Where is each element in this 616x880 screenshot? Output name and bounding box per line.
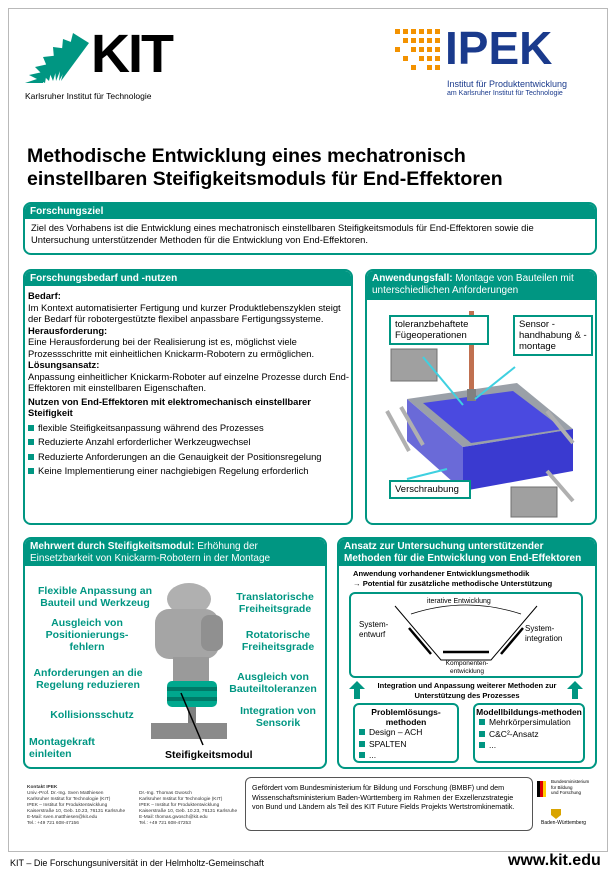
anwendung-header <box>367 271 595 300</box>
nutzen-list <box>28 422 350 477</box>
ansatz-sub2: → Potential für zusätzliche methodische Unterstützung <box>353 579 553 588</box>
callout-verschraubung: Verschraubung <box>389 480 471 499</box>
ipek-logo-line1: Institut für Produktentwicklung <box>447 79 568 89</box>
modellbildung-box <box>473 703 585 763</box>
list-item: ... <box>479 740 583 752</box>
eagle-icon <box>537 781 549 797</box>
poster-title-line1: Methodische Entwicklung eines mechatronisch <box>27 145 466 167</box>
heraus-text: Eine Herausforderung bei der Realisierung ist es, möglichst viele Prozessschritte mit einheitlichen Knickarm-Robotern zu ermöglichen. <box>28 336 315 359</box>
bedarf-header: Forschungsbedarf und -nutzen <box>25 271 351 286</box>
bw-text: Baden-Württemberg <box>541 820 587 826</box>
poster-title <box>27 145 597 191</box>
mehrwert-header-bold: Mehrwert durch Steifigkeitsmodul: <box>30 541 195 552</box>
bullet-square-icon <box>28 468 34 474</box>
v-model-right: System-integration <box>525 624 563 643</box>
mehrwert-header-rest: Erhöhung der Einsetzbarkeit von Knickarm-Robotern in der Montage <box>30 541 271 564</box>
list-item: Reduzierte Anzahl erforderlicher Werkzeugwechsel <box>28 436 350 448</box>
arrow-up-left-icon <box>349 681 365 701</box>
list-item: Mehrkörpersimulation <box>479 717 583 729</box>
poster-title-line2: einstellbaren Steifigkeitsmoduls für End-Effektoren <box>27 168 503 190</box>
v-model-top: iterative Entwicklung <box>427 598 491 605</box>
kit-logo-subtitle: Karlsruher Institut für Technologie <box>25 91 152 101</box>
ipek-logo-line2: am Karlsruher Institut für Technologie <box>447 90 563 97</box>
list-item: ... <box>359 750 457 762</box>
footer-right[interactable]: www.kit.edu <box>508 852 601 869</box>
list-item: Keine Implementierung einer nachgiebigen Regelung erforderlich <box>28 465 350 477</box>
mehrwert-header <box>25 539 325 566</box>
ansatz-box <box>337 537 597 769</box>
label-kollisionsschutz: Kollisionsschutz <box>50 709 134 721</box>
bullet-square-icon <box>479 731 485 737</box>
list-item: C&C²-Ansatz <box>479 729 583 741</box>
ipek-dots-graphic <box>395 27 443 75</box>
bullet-square-icon <box>28 454 34 460</box>
kit-logo <box>23 23 193 103</box>
v-model-diagram <box>349 592 583 678</box>
bedarf-box <box>23 269 353 525</box>
modellbildung-list <box>475 717 583 752</box>
bedarf-text: Im Kontext automatisierter Fertigung und kurzer Produktlebenszyklen steigt der Bedarf für robotergestützte flexibel anpassbare Fertigungssysteme. <box>28 301 341 324</box>
v-model-bottom: Komponenten-entwicklung <box>445 660 489 675</box>
bullet-square-icon <box>28 425 34 431</box>
bullet-square-icon <box>359 752 365 758</box>
bedarf-content <box>28 290 350 477</box>
anwendung-header-rest: Montage von Bauteilen mit unterschiedlichen Anforderungen <box>372 273 574 296</box>
bmbf-logo <box>537 779 603 809</box>
nutzen-label: Nutzen von End-Effektoren mit elektromechanisch einstellbarer Steifigkeit <box>28 395 311 418</box>
problemloesung-list <box>355 727 457 762</box>
funding-text: Gefördert vom Bundesministerium für Bildung und Forschung (BMBF) und dem Wissenschaftsministerium Baden-Württemberg im Rahmen der Exzellenzstrategie von Bund und Ländern als Teil des KIT Future Fields Projekts Wertstromkinematik. <box>252 783 515 811</box>
anwendung-box <box>365 269 597 525</box>
module-pointer-arrow <box>175 689 215 749</box>
bullet-square-icon <box>479 742 485 748</box>
list-item: SPALTEN <box>359 739 457 751</box>
label-flexible-anpassung: Flexible Anpassung an Bauteil und Werkzeug <box>38 585 152 609</box>
forschungsziel-box <box>23 202 597 255</box>
heraus-label: Herausforderung: <box>28 324 108 336</box>
bullet-square-icon <box>479 719 485 725</box>
bullet-square-icon <box>359 741 365 747</box>
footer-left: KIT – Die Forschungsuniversität in der Helmholtz-Gemeinschaft <box>10 858 264 868</box>
ansatz-header: Ansatz zur Untersuchung unterstützender Methoden für die Entwicklung von End-Effektoren <box>339 539 595 566</box>
list-item: Reduzierte Anforderungen an die Genauigkeit der Positionsregelung <box>28 451 350 463</box>
loesung-label: Lösungsansatz: <box>28 359 100 370</box>
list-item: flexible Steifigkeitsanpassung während des Prozesses <box>28 422 350 434</box>
contact-ipek: Kontakt IPEK Univ.-Prof. Dr.-Ing. Sven Matthiesen Karlsruher Institut für Technologie (KIT) IPEK – Institut für Produktentwicklung Kaiserstraße 10, Geb. 10.23, 76131 Karlsruhe E-Mail: sven.matthiesen@kit.edu Tel.: +49 721 608-47156 <box>27 785 126 826</box>
label-regelung: Anforderungen an die Regelung reduzieren <box>33 667 143 691</box>
callout-sensorhandhabung: Sensor -handhabung & -montage <box>513 315 593 356</box>
label-bauteiltoleranzen: Ausgleich von Bauteiltoleranzen <box>229 671 317 695</box>
kit-logo-mark <box>23 27 93 85</box>
problemloesung-title: Problemlösungs-methoden <box>371 707 441 727</box>
label-sensorik: Integration von Sensorik <box>240 705 316 729</box>
ipek-logo-text: IPEK <box>445 22 553 74</box>
modellbildung-title: Modellbildungs-methoden <box>476 707 582 717</box>
ansatz-sub1: Anwendung vorhandener Entwicklungsmethodik <box>353 569 530 578</box>
label-ausgleich-position: Ausgleich von Positionierungs-fehlern <box>45 617 129 653</box>
label-montagekraft: Montagekraft einleiten <box>29 736 95 760</box>
bullet-square-icon <box>28 439 34 445</box>
contact-gwosch: Dr.-Ing. Thomas Gwosch Karlsruher Institut für Technologie (KIT) IPEK – Institut für Produktentwicklung Kaiserstraße 10, Geb. 10.23, 76131 Karlsruhe E-Mail: thomas.gwosch@kit.edu Tel.: +49 721 608-47253 <box>139 791 238 826</box>
kit-logo-text: KIT <box>91 24 172 84</box>
bullet-square-icon <box>359 729 365 735</box>
ansatz-integration: Integration und Anpassung weiterer Methoden zur Unterstützung des Prozesses <box>377 681 557 700</box>
bw-logo <box>537 809 603 829</box>
loesung-text: Anpassung einheitlicher Knickarm-Roboter auf einzelne Prozesse durch End-Effektoren mit einstellbaren Eigenschaften. <box>28 370 350 393</box>
callout-fuegeoperationen: toleranzbehaftete Fügeoperationen <box>389 315 489 345</box>
anwendung-header-bold: Anwendungsfall: <box>372 273 453 284</box>
arrow-up-right-icon <box>567 681 583 701</box>
label-steifigkeitsmodul: Steifigkeitsmodul <box>165 749 253 761</box>
v-model-left: System-entwurf <box>359 620 389 639</box>
problemloesung-box <box>353 703 459 763</box>
label-rotatorisch: Rotatorische Freiheitsgrade <box>241 629 315 653</box>
bedarf-label: Bedarf: <box>28 290 61 301</box>
lion-icon <box>551 809 561 819</box>
mehrwert-box <box>23 537 327 769</box>
funding-box <box>245 777 533 831</box>
label-translatorisch: Translatorische Freiheitsgrade <box>236 591 314 615</box>
list-item: Design – ACH <box>359 727 457 739</box>
ipek-logo <box>395 23 601 103</box>
forschungsziel-text: Ziel des Vorhabens ist die Entwicklung eines mechatronisch einstellbaren Steifigkeitsmoduls für End-Effektoren sowie die Untersuchung unterstützender Methoden für die Entwicklung von End-Effektoren. <box>31 222 534 245</box>
forschungsziel-header: Forschungsziel <box>25 204 595 219</box>
poster <box>8 8 608 852</box>
bmbf-text: Bundesministerium für Bildung und Forschung <box>551 779 590 795</box>
